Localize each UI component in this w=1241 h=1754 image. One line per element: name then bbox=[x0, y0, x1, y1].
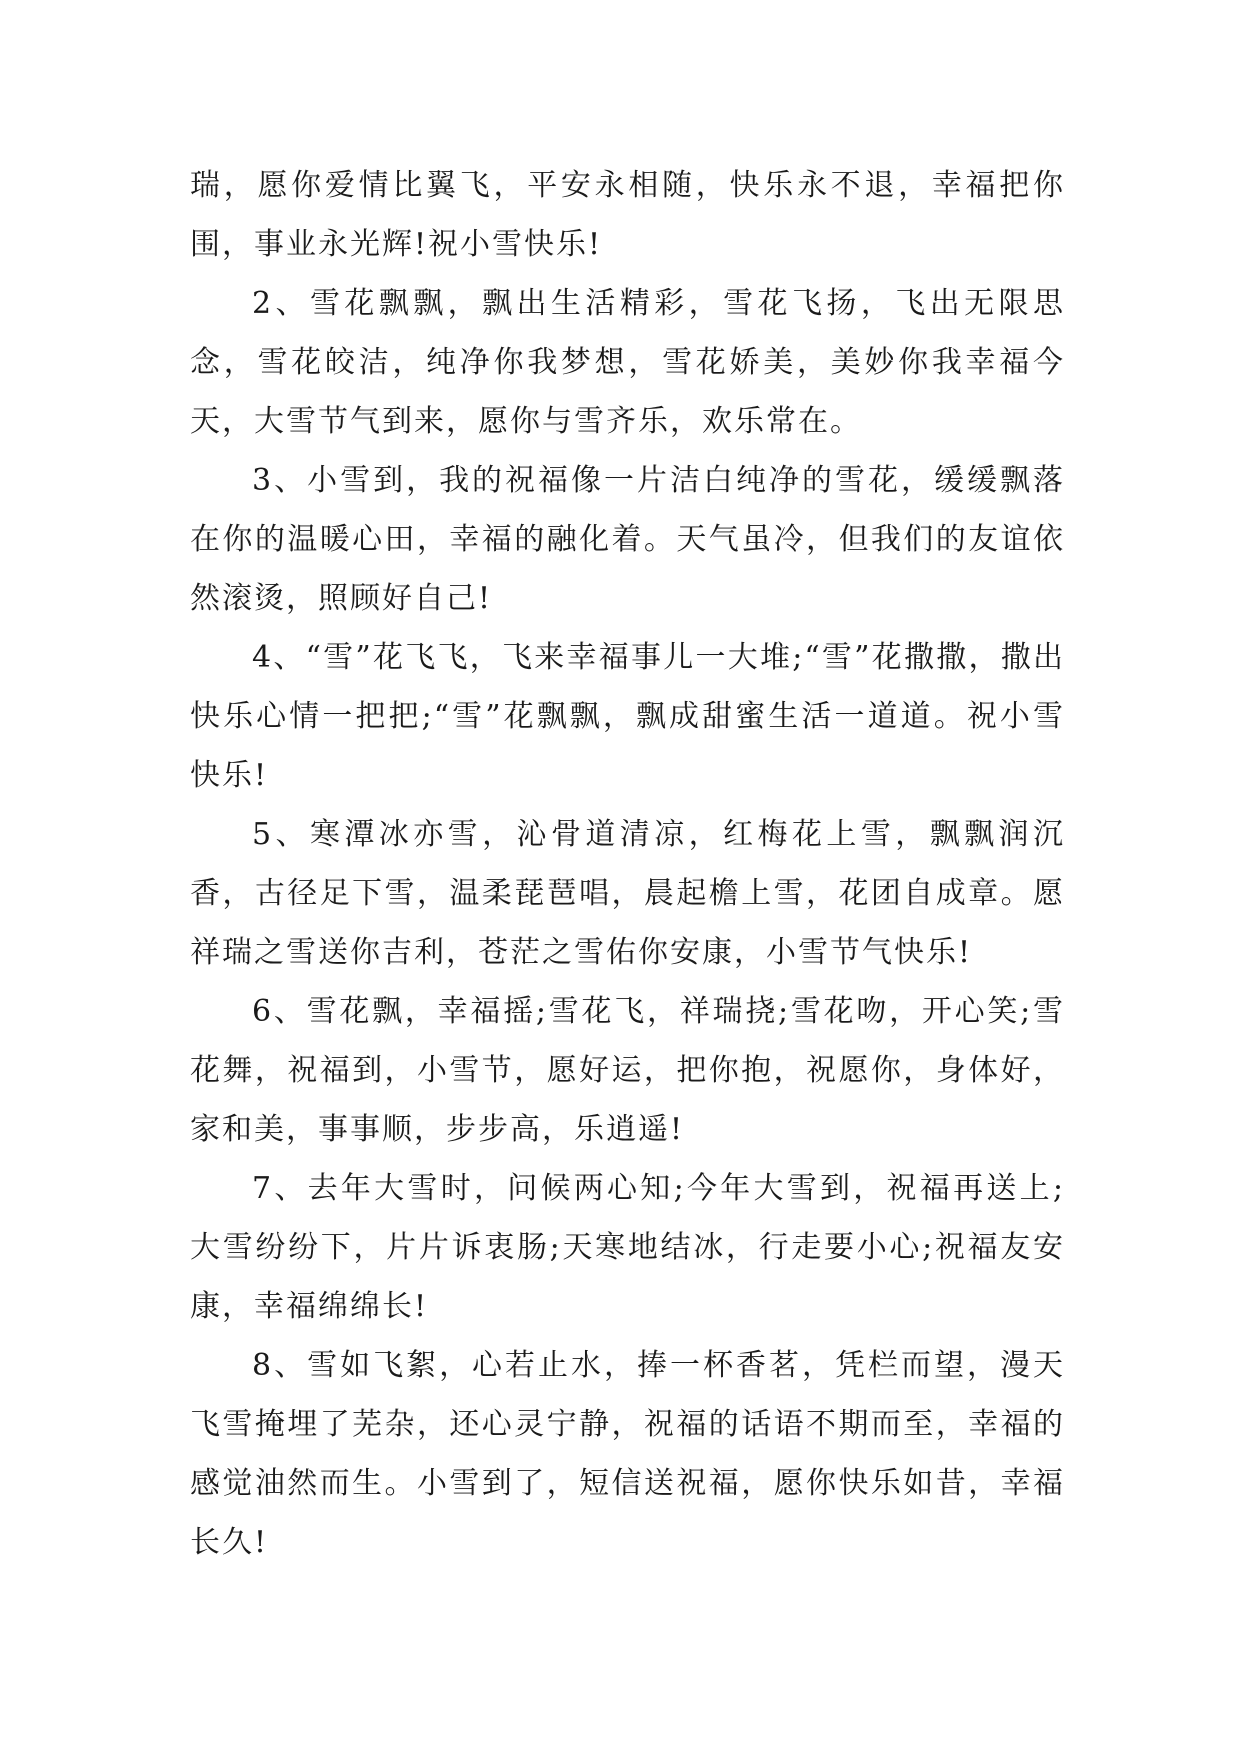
paragraph-item-3: 3、小雪到，我的祝福像一片洁白纯净的雪花，缓缓飘落在你的温暖心田，幸福的融化着。天气虽冷，但我们的友谊依然滚烫，照顾好自己! bbox=[190, 463, 1065, 616]
paragraph-item-2: 2、雪花飘飘，飘出生活精彩，雪花飞扬，飞出无限思念，雪花皎洁，纯净你我梦想，雪花娇美，美妙你我幸福今天，大雪节气到来，愿你与雪齐乐，欢乐常在。 bbox=[190, 286, 1065, 439]
paragraph-item-7: 7、去年大雪时，问候两心知;今年大雪到，祝福再送上;大雪纷纷下，片片诉衷肠;天寒地结冰，行走要小心;祝福友安康，幸福绵绵长! bbox=[190, 1171, 1065, 1324]
paragraph-item-6: 6、雪花飘，幸福摇;雪花飞，祥瑞挠;雪花吻，开心笑;雪花舞，祝福到，小雪节，愿好运，把你抱，祝愿你，身体好，家和美，事事顺，步步高，乐逍遥! bbox=[190, 994, 1065, 1147]
paragraph-item-4: 4、“雪”花飞飞，飞来幸福事儿一大堆;“雪”花撒撒，撒出快乐心情一把把;“雪”花飘飘，飘成甜蜜生活一道道。祝小雪快乐! bbox=[190, 640, 1065, 793]
paragraph-continued: 瑞，愿你爱情比翼飞，平安永相随，快乐永不退，幸福把你围，事业永光辉!祝小雪快乐! bbox=[190, 168, 1065, 262]
document-body bbox=[190, 156, 1065, 1572]
paragraph-item-5: 5、寒潭冰亦雪，沁骨道清凉，红梅花上雪，飘飘润沉香，古径足下雪，温柔琵琶唱，晨起檐上雪，花团自成章。愿祥瑞之雪送你吉利，苍茫之雪佑你安康，小雪节气快乐! bbox=[190, 817, 1065, 970]
paragraph-item-8: 8、雪如飞絮，心若止水，捧一杯香茗，凭栏而望，漫天飞雪掩埋了芜杂，还心灵宁静，祝福的话语不期而至，幸福的感觉油然而生。小雪到了，短信送祝福，愿你快乐如昔，幸福长久! bbox=[190, 1348, 1065, 1560]
